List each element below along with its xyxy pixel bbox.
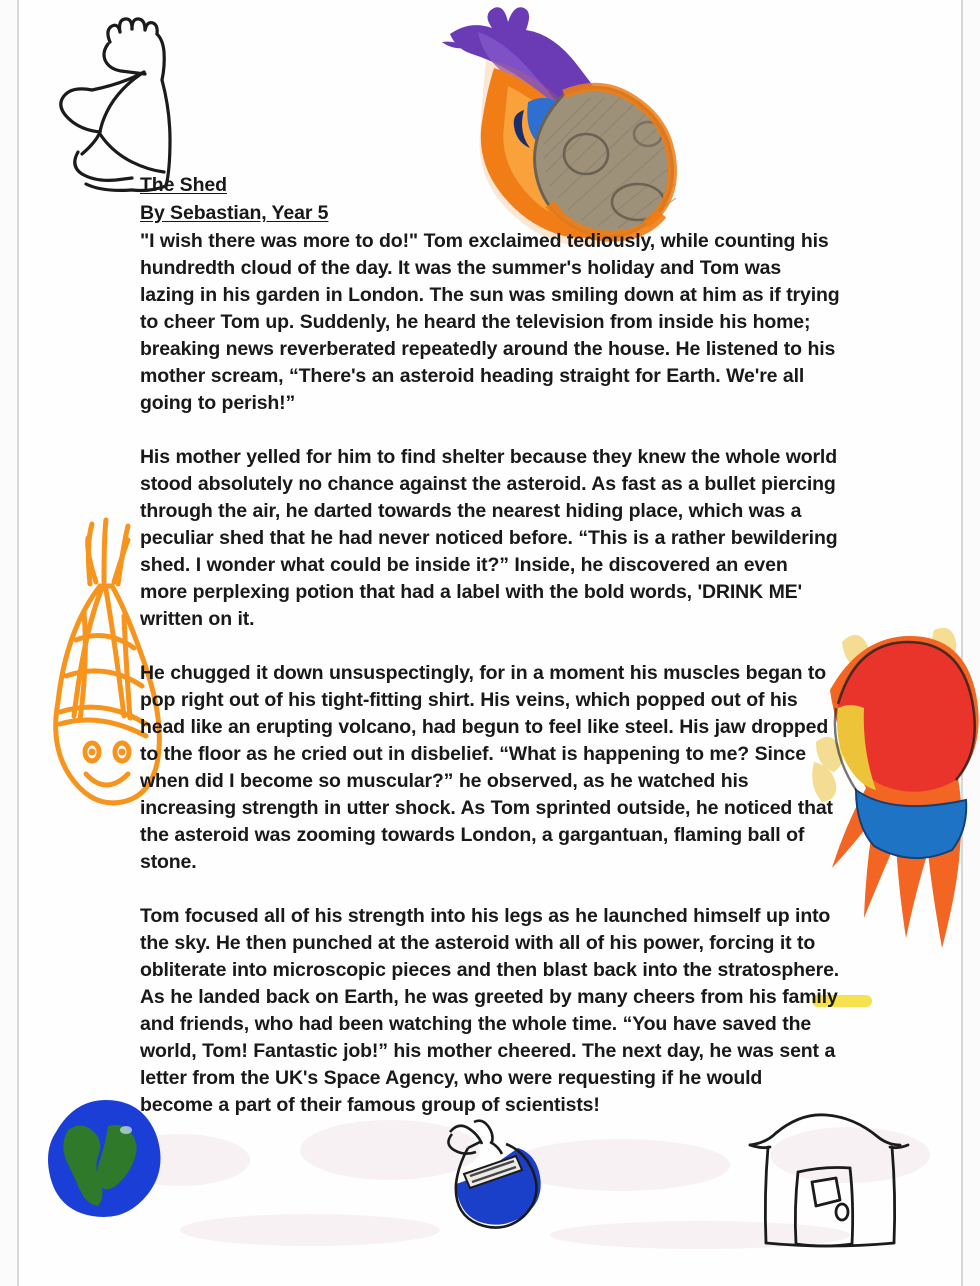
paragraph-1: "I wish there was more to do!" Tom exclaimed tediously, while counting his hundredth cloud of the day. It was the summer's holiday and Tom was lazing in his garden in London. The sun was smiling down at him as if trying to cheer Tom up. Suddenly, he heard the television from inside his home; breaking news reverberated repeatedly around the house. He listened to his mother scream, “There's an asteroid heading straight for Earth. We're all going to perish!” bbox=[140, 230, 840, 414]
story-title-wrap bbox=[140, 172, 840, 200]
paragraph-2: His mother yelled for him to find shelter because they knew the whole world stood absolutely no chance against the asteroid. As fast as a bullet piercing through the air, he darted towards the nearest hiding place, which was a peculiar shed that he had never noticed before. “This is a rather bewildering shed. I wonder what could be inside it?” Inside, he discovered an even more perplexing potion that had a label with the bold words, 'DRINK ME' written on it. bbox=[140, 446, 838, 630]
page-left-edge-line bbox=[17, 0, 19, 1286]
page-title: The Shed bbox=[140, 174, 227, 196]
story-text-block bbox=[140, 172, 840, 1119]
potion-flask-icon bbox=[428, 1118, 553, 1230]
story-byline-wrap bbox=[140, 200, 840, 228]
byline: By Sebastian, Year 5 bbox=[140, 202, 329, 224]
flexed-arm-icon bbox=[48, 12, 208, 192]
paragraph-3: He chugged it down unsuspectingly, for in a moment his muscles began to pop right out of his tight-fitting shirt. His veins, which popped out of his head like an erupting volcano, had begun to feel like steel. His jaw dropped to the floor as he cried out in disbelief. “What is happening to me? Since when did I become so muscular?” he observed, as he watched his increasing strength in utter shock. As Tom sprinted outside, he noticed that the asteroid was zooming towards London, a gargantuan, flaming ball of stone. bbox=[140, 662, 833, 873]
garden-shed-icon bbox=[742, 1112, 932, 1262]
paragraph-4: Tom focused all of his strength into his legs as he launched himself up into the sky. He then punched at the asteroid with all of his power, forcing it to obliterate into microscopic pieces and then blast back into the stratosphere. As he landed back on Earth, he was greeted by many cheers from his family and friends, who had been watching the whole time. “You have saved the world, Tom! Fantastic job!” his mother cheered. The next day, he was sent a letter from the UK's Space Agency, who were requesting if he would become a part of their famous group of scientists! bbox=[140, 905, 840, 1116]
page-left-gutter bbox=[0, 0, 17, 1286]
